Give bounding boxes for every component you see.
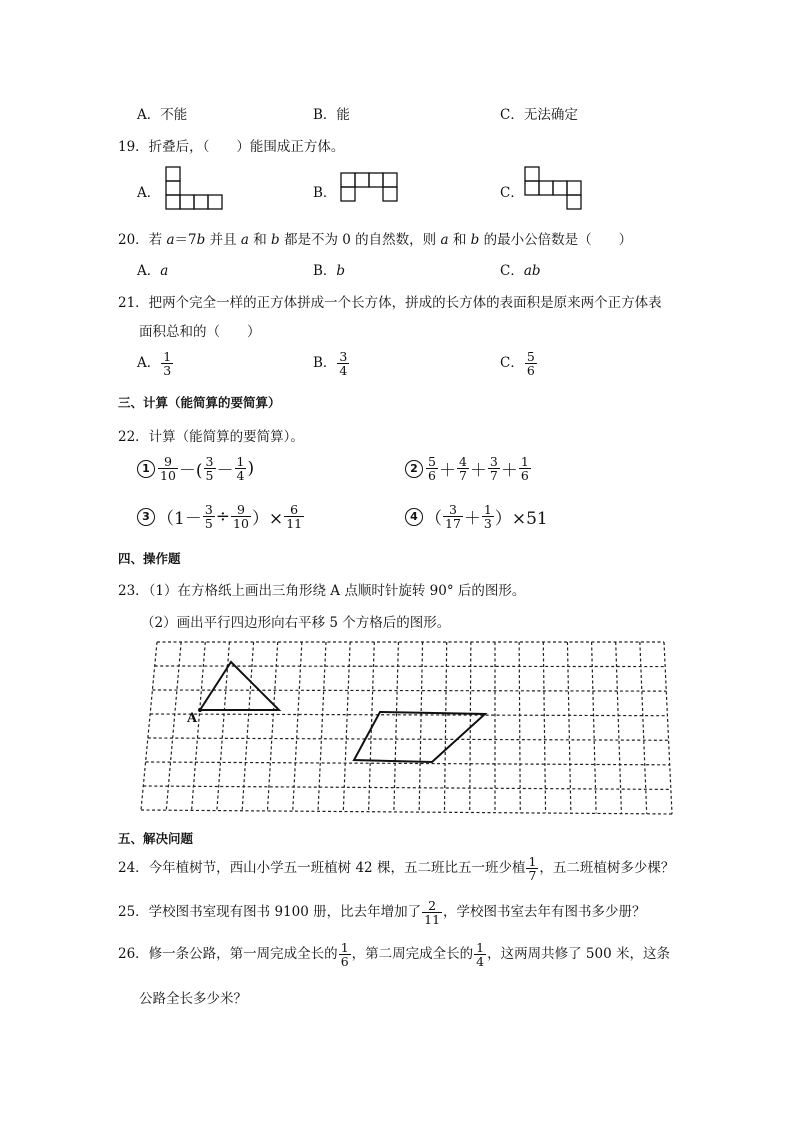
grid-line-vertical	[519, 642, 520, 813]
grid-line-vertical	[166, 642, 181, 810]
q24-text: 24．今年植树节，西山小学五一班植树 42 棵，五二班比五一班少植 $\frac{1}{7}$ ，五二班植树多少棵？	[118, 854, 675, 884]
circled-number-1: 1	[137, 460, 155, 478]
grid-line-vertical	[141, 642, 157, 810]
q22-expr-3: 3 （1－ $\frac{3}{5}$ ÷ $\frac{9}{10}$ ）× $\frac{6}{11}$	[137, 503, 305, 530]
q19-option-c-label[interactable]: C．	[500, 185, 524, 201]
grid-line-horizontal	[152, 690, 666, 691]
q20-option-a[interactable]: A．a	[137, 263, 169, 279]
grid-line-horizontal	[141, 810, 672, 814]
q25-text: 25．学校图书室现有图书 9100 册，比去年增加了 $\frac{2}{11}$ ，学校图书室去年有图书多少册？	[118, 898, 646, 928]
grid-line-vertical	[267, 642, 277, 811]
q18-option-c[interactable]: C．无法确定	[500, 107, 578, 123]
q18-option-a[interactable]: A．不能	[137, 107, 188, 123]
q19-option-a-label[interactable]: A．	[137, 185, 161, 201]
grid-line-horizontal	[150, 714, 667, 716]
q21-stem-line2: 面积总和的（ ）	[139, 324, 261, 340]
grid-line-vertical	[242, 642, 253, 811]
q20-option-b[interactable]: B．b	[313, 263, 346, 279]
q20-stem: 20．若 a＝7b 并且 a 和 b 都是不为 0 的自然数，则 a 和 b 的最小公倍数是（ ）	[118, 232, 633, 248]
q22-expr-2: 2 $\frac{5}{6}$ ＋ $\frac{4}{7}$ ＋ $\frac{3}{7}$ ＋ $\frac{1}{6}$	[405, 455, 532, 482]
grid-line-vertical	[343, 642, 350, 812]
grid-line-horizontal	[148, 738, 669, 740]
circled-number-3: 3	[137, 508, 155, 526]
section3-title: 三、计算（能简算的要简算）	[118, 395, 281, 410]
q20-option-c[interactable]: C．ab	[500, 263, 541, 279]
grid-line-vertical	[592, 642, 597, 813]
circled-number-4: 4	[405, 508, 423, 526]
q21-frac-a: $\frac{1}{3}$	[163, 349, 172, 379]
q21-frac-c: $\frac{5}{6}$	[526, 349, 535, 379]
q18-option-b[interactable]: B．能	[313, 107, 350, 123]
q19-stem: 19．折叠后，（ ）能围成正方体。	[118, 139, 345, 155]
q21-frac-b: $\frac{3}{4}$	[339, 349, 348, 379]
grid-line-vertical	[192, 642, 206, 810]
q26-text-line1: 26．修一条公路，第一周完成全长的 $\frac{1}{6}$ ，第二周完成全长的 $\frac{1}{4}$ ，这两周共修了 500 米，这条	[118, 940, 670, 970]
grid-line-vertical	[543, 642, 545, 813]
section4-title: 四、操作题	[118, 551, 181, 566]
grid-line-vertical	[640, 642, 647, 814]
grid-line-vertical	[419, 642, 422, 812]
grid-line-vertical	[318, 642, 326, 811]
q21-option-c[interactable]: C． $\frac{5}{6}$	[500, 349, 535, 379]
q26-text-line2: 公路全长多少米？	[139, 991, 247, 1007]
q22-stem: 22．计算（能简算的要简算）。	[118, 429, 304, 445]
grid-line-vertical	[567, 642, 570, 813]
grid-line-horizontal	[146, 762, 670, 765]
q22-expr-4: 4 （ $\frac{3}{17}$ ＋ $\frac{1}{3}$ ）×51	[405, 503, 548, 530]
q22-expr-1: 1 $\frac{9}{10}$ －( $\frac{3}{5}$ － $\frac{1}{4}$ )	[137, 455, 254, 482]
q23-line2: （2）画出平行四边形向右平移 5 个方格后的图形。	[141, 615, 451, 631]
q23-triangle	[200, 662, 279, 710]
q21-option-b[interactable]: B． $\frac{3}{4}$	[313, 349, 348, 379]
q19-option-b-label[interactable]: B．	[313, 185, 337, 201]
grid-line-vertical	[444, 642, 446, 812]
q23-line1: 23．（1）在方格纸上画出三角形绕 A 点顺时针旋转 90° 后的图形。	[118, 583, 526, 599]
q21-option-a[interactable]: A． $\frac{1}{3}$	[137, 349, 172, 379]
grid-line-horizontal	[143, 786, 671, 789]
q21-stem-line1: 21．把两个完全一样的正方体拼成一个长方体，拼成的长方体的表面积是原来两个正方体表	[118, 295, 662, 311]
grid-line-vertical	[664, 642, 672, 814]
grid-line-vertical	[616, 642, 622, 814]
q23-point-a-label: A	[187, 711, 198, 726]
q23-point-a	[198, 708, 202, 712]
grid-line-horizontal	[155, 666, 665, 667]
grid-line-vertical	[394, 642, 399, 812]
grid-line-vertical	[293, 642, 302, 811]
circled-number-2: 2	[405, 460, 423, 478]
section5-title: 五、解决问题	[118, 831, 194, 846]
q23-parallelogram	[354, 712, 485, 762]
